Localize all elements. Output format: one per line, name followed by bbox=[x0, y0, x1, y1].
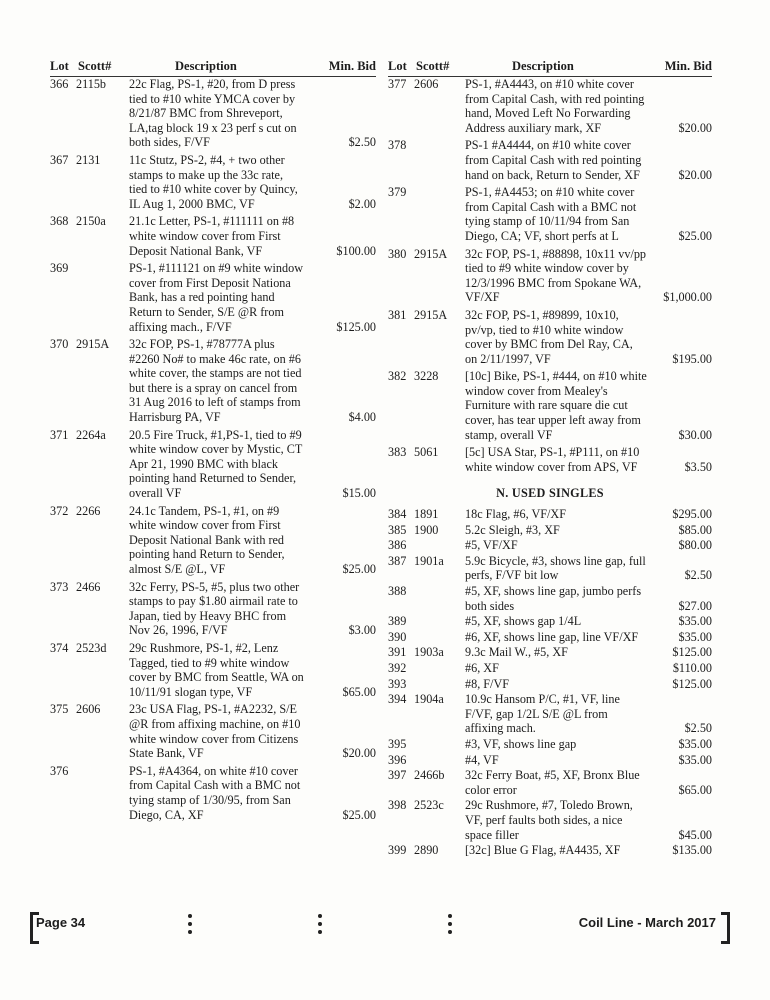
lot-description: 21.1c Letter, PS-1, #111111 on #8 white window cover from First Deposit National Bank, VF bbox=[129, 214, 295, 258]
scott-number: 2606 bbox=[414, 77, 439, 91]
lot-description: [5c] USA Star, PS-1, #P111, on #10 white window cover from APS, VF bbox=[465, 445, 640, 474]
lot-row bbox=[50, 153, 376, 211]
lot-number: 381 bbox=[388, 307, 407, 322]
lot-row bbox=[50, 764, 376, 822]
scott-number: 2264a bbox=[76, 427, 106, 442]
scott-number: 2466 bbox=[76, 579, 101, 594]
lot-description: #6, XF, shows line gap, line VF/XF bbox=[465, 629, 639, 644]
scott-number: 1891 bbox=[414, 507, 439, 522]
lot-row bbox=[50, 702, 376, 760]
lot-description: 20.5 Fire Truck, #1,PS-1, tied to #9 white window cover by Mystic, CT Apr 21, 1990 BMC with black pointing hand Returned to Sender, overall VF bbox=[129, 427, 303, 501]
min-bid: $27.00 bbox=[678, 598, 712, 613]
lot-description: #6, XF bbox=[465, 660, 499, 675]
min-bid: $135.00 bbox=[672, 843, 712, 858]
min-bid: $25.00 bbox=[342, 807, 376, 822]
min-bid: $125.00 bbox=[672, 676, 712, 691]
lot-number: 366 bbox=[50, 77, 69, 91]
lot-row bbox=[388, 677, 712, 692]
lot-row bbox=[388, 661, 712, 676]
lot-number: 396 bbox=[388, 752, 407, 767]
lot-description: PS-1, #111121 on #9 white window cover from First Deposit Nationa Bank, has a red pointing hand Return to Sender, S/E @R from affixing mach., F/VF bbox=[129, 261, 304, 334]
min-bid: $35.00 bbox=[678, 614, 712, 629]
lot-row bbox=[388, 645, 712, 660]
min-bid: $2.50 bbox=[684, 721, 712, 736]
lot-number: 369 bbox=[50, 261, 69, 276]
lot-number: 367 bbox=[50, 152, 69, 167]
dots-icon bbox=[188, 914, 192, 938]
lot-row bbox=[388, 369, 712, 442]
left-column bbox=[50, 56, 376, 825]
lot-number: 398 bbox=[388, 798, 407, 813]
lot-description: 9.3c Mail W., #5, XF bbox=[465, 645, 568, 660]
lot-row bbox=[50, 580, 376, 638]
scott-number: 2890 bbox=[414, 843, 439, 858]
lot-row bbox=[388, 737, 712, 752]
lot-number: 395 bbox=[388, 736, 407, 751]
header-min-bid: Min. Bid bbox=[328, 59, 376, 73]
min-bid: $195.00 bbox=[672, 351, 712, 366]
scott-number: 2115b bbox=[76, 77, 107, 91]
lot-description: #5, XF, shows gap 1/4L bbox=[465, 614, 582, 629]
lot-number: 386 bbox=[388, 538, 407, 553]
lot-number: 384 bbox=[388, 507, 407, 522]
scott-number: 2915A bbox=[414, 307, 448, 322]
lot-row bbox=[388, 753, 712, 768]
lot-number: 390 bbox=[388, 629, 407, 644]
min-bid: $65.00 bbox=[342, 684, 376, 699]
scott-number: 2915A bbox=[76, 337, 110, 352]
min-bid: $125.00 bbox=[672, 645, 712, 660]
scott-number: 2915A bbox=[414, 246, 448, 261]
lot-row bbox=[50, 428, 376, 501]
lot-number: 399 bbox=[388, 843, 407, 858]
scott-number: 2131 bbox=[76, 152, 101, 167]
lot-row bbox=[388, 554, 712, 583]
lot-description: 22c Flag, PS-1, #20, from D press tied to #10 white YMCA cover by 8/21/87 BMC from Shreveport, LA,tag block 19 x 23 perf s cut on both sides, F/VF bbox=[129, 77, 297, 150]
lot-number: 370 bbox=[50, 337, 69, 352]
min-bid: $15.00 bbox=[342, 486, 376, 501]
min-bid: $3.00 bbox=[348, 623, 376, 638]
min-bid: $125.00 bbox=[336, 319, 376, 334]
min-bid: $20.00 bbox=[678, 120, 712, 135]
lot-description: [10c] Bike, PS-1, #444, on #10 white window cover from Mealey's Furniture with rare square die cut cover, has tear upper left away from stamp, overall VF bbox=[465, 369, 647, 442]
scott-number: 1900 bbox=[414, 522, 439, 537]
min-bid: $25.00 bbox=[678, 228, 712, 243]
lot-row bbox=[388, 692, 712, 736]
section-heading: N. USED SINGLES bbox=[496, 486, 604, 501]
lot-row bbox=[50, 504, 376, 577]
lot-description: 32c FOP, PS-1, #88898, 10x11 vv/pp tied to #9 white window cover by 12/3/1996 BMC from Spokane WA, VF/XF bbox=[465, 246, 647, 305]
min-bid: $2.50 bbox=[684, 568, 712, 583]
lot-row bbox=[388, 538, 712, 553]
lot-number: 392 bbox=[388, 660, 407, 675]
lot-number: 389 bbox=[388, 614, 407, 629]
min-bid: $65.00 bbox=[678, 782, 712, 797]
dots-icon bbox=[318, 914, 322, 938]
table-header bbox=[50, 56, 376, 77]
min-bid: $80.00 bbox=[678, 538, 712, 553]
lot-description: 5.2c Sleigh, #3, XF bbox=[465, 522, 560, 537]
min-bid: $3.50 bbox=[684, 459, 712, 474]
lot-description: PS-1, #A4443, on #10 white cover from Capital Cash, with red pointing hand, Moved Left No Forwarding Address auxiliary mark, XF bbox=[465, 77, 645, 135]
min-bid: $20.00 bbox=[678, 167, 712, 182]
min-bid: $100.00 bbox=[336, 243, 376, 258]
lot-row bbox=[388, 445, 712, 474]
lot-description: [32c] Blue G Flag, #A4435, XF bbox=[465, 843, 621, 858]
lot-row bbox=[388, 614, 712, 629]
lot-number: 397 bbox=[388, 768, 407, 783]
header-scott: Scott# bbox=[78, 59, 112, 73]
lot-number: 376 bbox=[50, 763, 69, 778]
lot-description: #5, VF/XF bbox=[465, 538, 518, 553]
lot-row bbox=[50, 77, 376, 150]
scott-number: 2150a bbox=[76, 214, 106, 229]
lot-description: PS-1, #A4453; on #10 white cover from Capital Cash with a BMC not tying stamp of 10/11/94 from San Diego, CA; VF, short perfs at L bbox=[465, 185, 637, 243]
lot-number: 378 bbox=[388, 138, 407, 153]
lot-row bbox=[388, 798, 712, 842]
min-bid: $45.00 bbox=[678, 827, 712, 842]
lot-description: 11c Stutz, PS-2, #4, + two other stamps to make up the 33c rate, tied to #10 white cover by Quincy, IL Aug 1, 2000 BMC, VF bbox=[129, 152, 298, 211]
min-bid: $295.00 bbox=[672, 507, 712, 522]
min-bid: $4.00 bbox=[348, 410, 376, 425]
lot-description: 24.1c Tandem, PS-1, #1, on #9 white window cover from First Deposit National Bank with red pointing hand Return to Sender, almost S/E @L, VF bbox=[129, 503, 285, 576]
scott-number: 5061 bbox=[414, 445, 439, 460]
scott-number: 2266 bbox=[76, 503, 101, 518]
lot-number: 368 bbox=[50, 214, 69, 229]
header-lot: Lot bbox=[50, 59, 69, 73]
lot-number: 380 bbox=[388, 246, 407, 261]
lot-description: 5.9c Bicycle, #3, shows line gap, full perfs, F/VF bit low bbox=[465, 553, 646, 583]
lot-row bbox=[388, 768, 712, 797]
header-scott: Scott# bbox=[416, 59, 450, 73]
lot-number: 382 bbox=[388, 369, 407, 384]
lot-description: 29c Rushmore, #7, Toledo Brown, VF, perf faults both sides, a nice space filler bbox=[465, 798, 633, 842]
min-bid: $25.00 bbox=[342, 562, 376, 576]
scott-number: 2466b bbox=[414, 768, 445, 783]
lot-number: 373 bbox=[50, 579, 69, 594]
min-bid: $35.00 bbox=[678, 752, 712, 767]
lot-number: 385 bbox=[388, 522, 407, 537]
min-bid: $30.00 bbox=[678, 427, 712, 442]
lot-row bbox=[388, 247, 712, 305]
min-bid: $35.00 bbox=[678, 629, 712, 644]
lot-row bbox=[388, 630, 712, 645]
lot-list bbox=[388, 77, 712, 474]
lot-number: 388 bbox=[388, 584, 407, 598]
lot-description: 32c FOP, PS-1, #89899, 10x10, pv/vp, tied to #10 white window cover by BMC from Del Ray, CA, on 2/11/1997, VF bbox=[465, 307, 633, 366]
lot-number: 383 bbox=[388, 445, 407, 460]
bracket-right-icon bbox=[721, 912, 730, 944]
lot-number: 391 bbox=[388, 645, 407, 660]
min-bid: $110.00 bbox=[672, 660, 712, 675]
lot-row bbox=[388, 308, 712, 366]
lot-row bbox=[50, 261, 376, 334]
lot-number: 374 bbox=[50, 640, 69, 655]
right-column bbox=[388, 56, 712, 859]
lot-description: 23c USA Flag, PS-1, #A2232, S/E @R from affixing machine, on #10 white window cover from Citizens State Bank, VF bbox=[129, 702, 301, 761]
min-bid: $2.00 bbox=[348, 196, 376, 211]
scott-number: 2523d bbox=[76, 640, 107, 655]
lot-number: 393 bbox=[388, 676, 407, 691]
lot-number: 372 bbox=[50, 503, 69, 518]
lot-number: 379 bbox=[388, 185, 407, 200]
lot-list bbox=[50, 77, 376, 822]
lot-row bbox=[388, 507, 712, 522]
min-bid: $1,000.00 bbox=[663, 290, 712, 305]
lot-description: 32c Ferry Boat, #5, XF, Bronx Blue color error bbox=[465, 768, 640, 797]
lot-number: 387 bbox=[388, 553, 407, 568]
lot-description: 10.9c Hansom P/C, #1, VF, line F/VF, gap 1/2L S/E @L from affixing mach. bbox=[465, 692, 620, 736]
lot-number: 394 bbox=[388, 692, 407, 707]
scott-number: 3228 bbox=[414, 369, 439, 384]
lot-row bbox=[388, 77, 712, 135]
lot-row bbox=[50, 641, 376, 699]
lot-description: #4, VF bbox=[465, 752, 499, 767]
lot-number: 377 bbox=[388, 77, 407, 91]
lot-row bbox=[50, 337, 376, 425]
lot-description: 32c Ferry, PS-5, #5, plus two other stamps to pay $1.80 airmail rate to Japan, tied by Heavy BHC from Nov 26, 1996, F/VF bbox=[129, 579, 300, 638]
lot-number: 371 bbox=[50, 427, 69, 442]
lot-row bbox=[388, 523, 712, 538]
min-bid: $20.00 bbox=[342, 746, 376, 761]
publication-title: Coil Line - March 2017 bbox=[578, 915, 716, 930]
lot-description: #8, F/VF bbox=[465, 676, 510, 691]
lot-description: #5, XF, shows line gap, jumbo perfs both sides bbox=[465, 584, 642, 613]
lot-row bbox=[388, 138, 712, 182]
header-min-bid: Min. Bid bbox=[664, 59, 712, 73]
scott-number: 2523c bbox=[414, 798, 444, 813]
lot-row bbox=[388, 185, 712, 243]
lot-row bbox=[388, 584, 712, 613]
table-header bbox=[388, 56, 712, 77]
singles-list bbox=[388, 507, 712, 858]
scott-number: 2606 bbox=[76, 702, 101, 717]
lot-description: PS-1 #A4444, on #10 white cover from Capital Cash with red pointing hand on back, Return to Sender, XF bbox=[465, 138, 642, 182]
lot-description: 29c Rushmore, PS-1, #2, Lenz Tagged, tied to #9 white window cover by BMC from Seattle, WA on 10/11/91 slogan type, VF bbox=[129, 640, 304, 699]
lot-description: #3, VF, shows line gap bbox=[465, 736, 577, 751]
min-bid: $35.00 bbox=[678, 736, 712, 751]
lot-description: PS-1, #A4364, on white #10 cover from Capital Cash with a BMC not tying stamp of 1/30/95, from San Diego, CA, XF bbox=[129, 763, 301, 822]
min-bid: $85.00 bbox=[678, 522, 712, 537]
header-description: Description bbox=[175, 59, 237, 73]
header-lot: Lot bbox=[388, 59, 407, 73]
header-description: Description bbox=[512, 59, 574, 73]
lot-description: 32c FOP, PS-1, #78777A plus #2260 No# to make 46c rate, on #6 white cover, the stamps are not tied but there is a spray on cancel from 31 Aug 2016 to left of stamps from Harrisburg PA, VF bbox=[129, 337, 302, 425]
lot-row bbox=[388, 843, 712, 858]
min-bid: $2.50 bbox=[348, 135, 376, 150]
page-number: Page 34 bbox=[36, 915, 86, 930]
scott-number: 1904a bbox=[414, 692, 444, 707]
page-footer bbox=[30, 912, 730, 940]
lot-number: 375 bbox=[50, 702, 69, 717]
scott-number: 1903a bbox=[414, 645, 444, 660]
dots-icon bbox=[448, 914, 452, 938]
lot-description: 18c Flag, #6, VF/XF bbox=[465, 507, 567, 522]
lot-row bbox=[50, 214, 376, 258]
scott-number: 1901a bbox=[414, 553, 444, 568]
